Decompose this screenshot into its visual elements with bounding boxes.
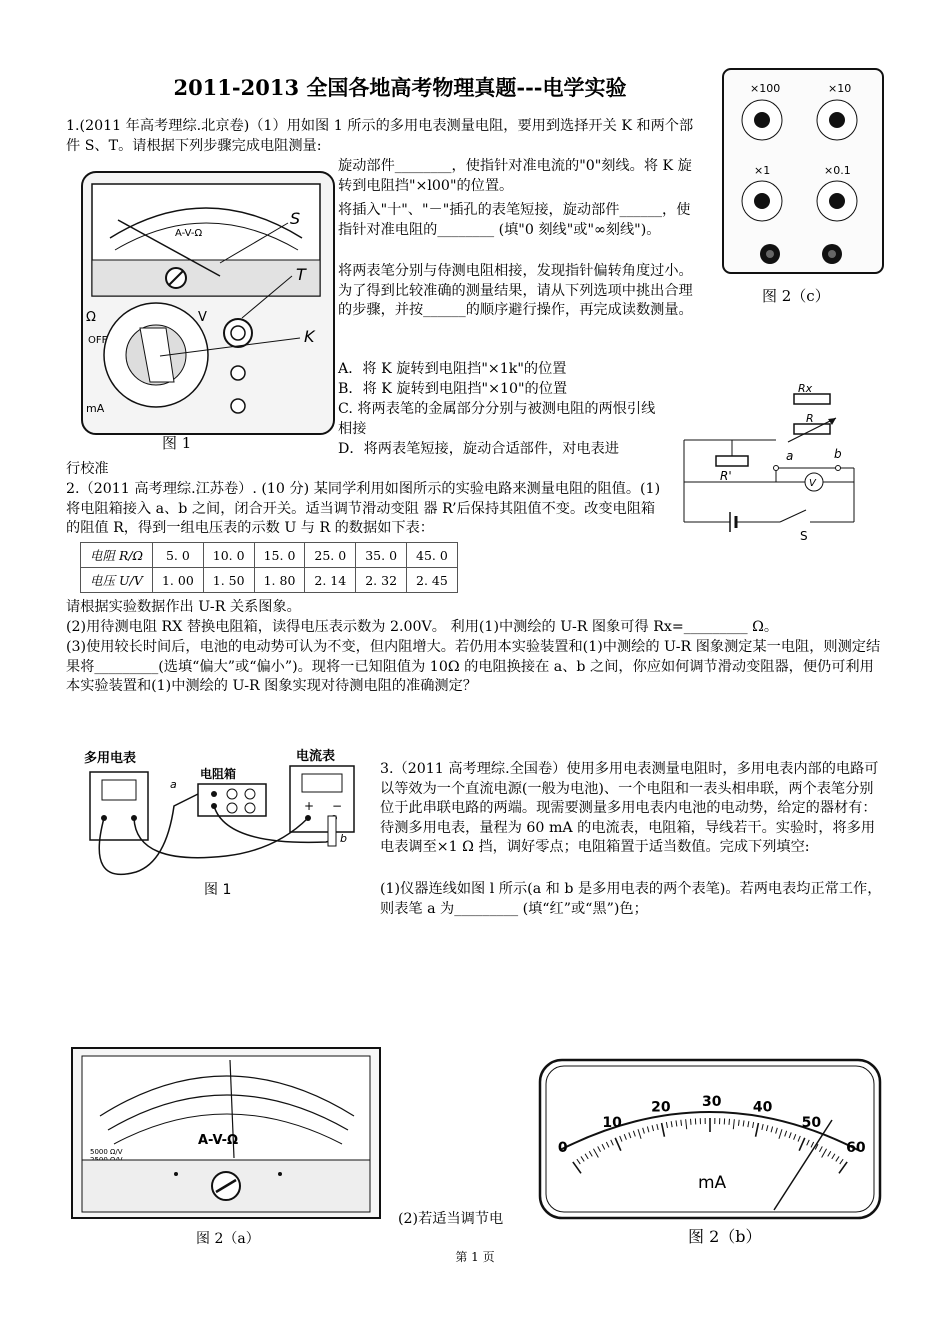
fig1-t-label: T [296, 265, 306, 284]
table-cell: 15. 0 [254, 543, 305, 568]
table-cell: 1. 00 [152, 568, 203, 593]
q3-fig1-caption: 图 1 [204, 882, 232, 898]
table-row-head: 电阻 R/Ω [81, 543, 153, 568]
fig2b-unit-label: mA [698, 1173, 727, 1193]
circuit-s-label: S [800, 529, 808, 543]
scale-tick-label: 20 [651, 1099, 671, 1116]
q1-option-c: C. 将两表笔的金属部分分别与被测电阻的两恨引线相接 [338, 401, 656, 437]
table-row [81, 568, 458, 593]
circuit-b-label: b [834, 447, 842, 461]
circuit-rprime-label: R' [720, 469, 732, 483]
figure-2c-dials [722, 68, 886, 276]
circuit-diagram [676, 384, 872, 544]
circuit-rx-label: Rx [798, 384, 813, 395]
fig1-s-label: S [290, 209, 301, 228]
fig1-v-label: V [198, 310, 207, 325]
fig2a-note1: 5000 Ω/V [90, 1148, 123, 1156]
q1-step2: 将插入"十"、"－"插孔的表笔短接，旋动部件______，使指针对准电阻的________ (填"0 刻线"或"∞刻线")。 [338, 202, 691, 238]
q3-figure-1-wiring [76, 746, 366, 906]
circuit-a-label: a [786, 449, 794, 463]
fig1-omega-label: Ω [86, 310, 96, 325]
q1-option-d-cont: 行校准 [66, 461, 109, 477]
scale-tick-label: 0 [557, 1140, 568, 1157]
q2-intro: 2.（2011 高考理综.江苏卷）. (10 分) 某同学利用如图所示的实验电路来测量电阻的阻值。(1)将电阻箱接入 a、b 之间，闭合开关。适当调节滑动变阻 器 R’后保持其阻值不变。改变电阻箱的阻值 R，得到一组电压表的示数 U 与 R 的数据如下表： [66, 481, 661, 536]
q3-probe-b-label: b [340, 832, 347, 845]
fig1-caption: 图 1 [162, 434, 192, 452]
scale-tick-label: 40 [752, 1099, 773, 1116]
circuit-v-label: V [809, 478, 816, 489]
fig1-k-label: K [304, 327, 315, 346]
dial-label-x100: ×100 [750, 82, 781, 95]
q1-option-d: D．将两表笔短接，旋动合适部件，对电表进 [338, 441, 619, 457]
table-cell: 45. 0 [407, 543, 458, 568]
fig1-ma-label: mA [86, 402, 105, 415]
q3-part1: (1)仪器连线如图 l 所示(a 和 b 是多用电表的两个表笔)。若两电表均正常工作，则表笔 a 为_________ (填“红”或“黑”)色； [380, 881, 882, 917]
dial-label-x10: ×10 [828, 82, 852, 95]
q1-option-b: B．将 K 旋转到电阻挡"×10"的位置 [338, 381, 568, 397]
table-row-head: 电压 U/V [81, 568, 153, 593]
table-cell: 2. 32 [356, 568, 407, 593]
q3-part2: (2)若适当调节电 [398, 1211, 504, 1227]
fig2a-caption: 图 2（a） [196, 1231, 260, 1247]
q2-part3: (3)使用较长时间后，电池的电动势可认为不变，但内阻增大。若仍用本实验装置和(1)中测绘的 U-R 图象测定某一电阻，则测定结果将_________(选填“偏大”或“偏小”)。现将一已知阻值为 10Ω 的电阻换接在 a、b 之间，你应如何调节滑动变阻器，便仍可利用本实验装置和(1)中测绘的 U-R 图象实现对待测电阻的准确测定？ [66, 639, 881, 694]
figure-2a-meter-face [70, 1046, 384, 1246]
dial-label-x0-1: ×0.1 [824, 164, 851, 177]
table-cell: 10. 0 [203, 543, 254, 568]
q1-option-a: A．将 K 旋转到电阻挡"×1k"的位置 [338, 361, 567, 377]
q3-intro: 3.（2011 高考理综.全国卷）使用多用电表测量电阻时，多用电表内部的电路可以等效为一个直流电源(一般为电池)、一个电阻和一表头相串联，两个表笔分别位于此串联电路的两端。现需要测量多用电表内电池的电动势，给定的器材有：待测多用电表，量程为 60 mA 的电流表，电阻箱，导线若干。实验时，将多用电表调至×1 Ω 挡，调好零点；电阻箱置于适当数值。完成下列填空: [380, 761, 879, 855]
q3-plus-label: + [304, 799, 315, 813]
table-cell: 1. 50 [203, 568, 254, 593]
table-row [81, 543, 458, 568]
q3-multimeter-label: 多用电表 [84, 751, 137, 766]
q2-part1: 请根据实验数据作出 U-R 关系图象。 [66, 599, 301, 615]
q1-intro: 1.(2011 年高考理综.北京卷)（1）用如图 1 所示的多用电表测量电阻，要用到选择开关 K 和两个部件 S、T。请根据下列步骤完成电阻测量: [66, 118, 694, 154]
fig2a-scale-label: A-V-Ω [198, 1133, 239, 1148]
table-cell: 2. 14 [305, 568, 356, 593]
fig2b-caption: 图 2（b） [688, 1227, 762, 1246]
scale-tick-label: 50 [801, 1114, 822, 1131]
page-number: 第 1 页 [455, 1250, 495, 1264]
q3-minus-label: − [332, 799, 343, 813]
table-cell: 5. 0 [152, 543, 203, 568]
q2-data-table [80, 542, 458, 593]
table-cell: 35. 0 [356, 543, 407, 568]
table-cell: 25. 0 [305, 543, 356, 568]
q3-ammeter-label: 电流表 [296, 749, 336, 764]
fig2c-caption: 图 2（c） [762, 287, 830, 305]
table-cell: 1. 80 [254, 568, 305, 593]
figure-1-multimeter [70, 168, 340, 458]
table-cell: 2. 45 [407, 568, 458, 593]
q3-box-label: 电阻箱 [200, 767, 237, 781]
circuit-r-label: R [806, 412, 814, 425]
q1-step1: 旋动部件________，使指针对准电流的"0"刻线。将 K 旋转到电阻挡"×l00"的位置。 [338, 158, 692, 194]
scale-tick-label: 60 [846, 1140, 866, 1157]
q3-probe-a-label: a [170, 778, 177, 791]
q2-part2: (2)用待测电阻 RX 替换电阻箱，读得电压表示数为 2.00V。 利用(1)中测绘的 U-R 图象可得 Rx=_________ Ω。 [66, 619, 779, 635]
fig1-scale-label: A-V-Ω [175, 228, 203, 239]
figure-2b-ma-meter [536, 1054, 884, 1224]
page-title: 2011-2013 全国各地高考物理真题---电学实验 [173, 75, 627, 100]
q1-step3: 将两表笔分别与侍测电阻相接，发现指针偏转角度过小。为了得到比较准确的测量结果，请从下列选项中挑出合理的步骤，并按______的顺序避行操作，再完成读数测量。 [338, 263, 693, 318]
scale-tick-label: 10 [602, 1114, 622, 1131]
dial-label-x1: ×1 [754, 164, 771, 177]
fig1-off-label: OFF [88, 335, 108, 346]
scale-tick-label: 30 [702, 1094, 722, 1110]
